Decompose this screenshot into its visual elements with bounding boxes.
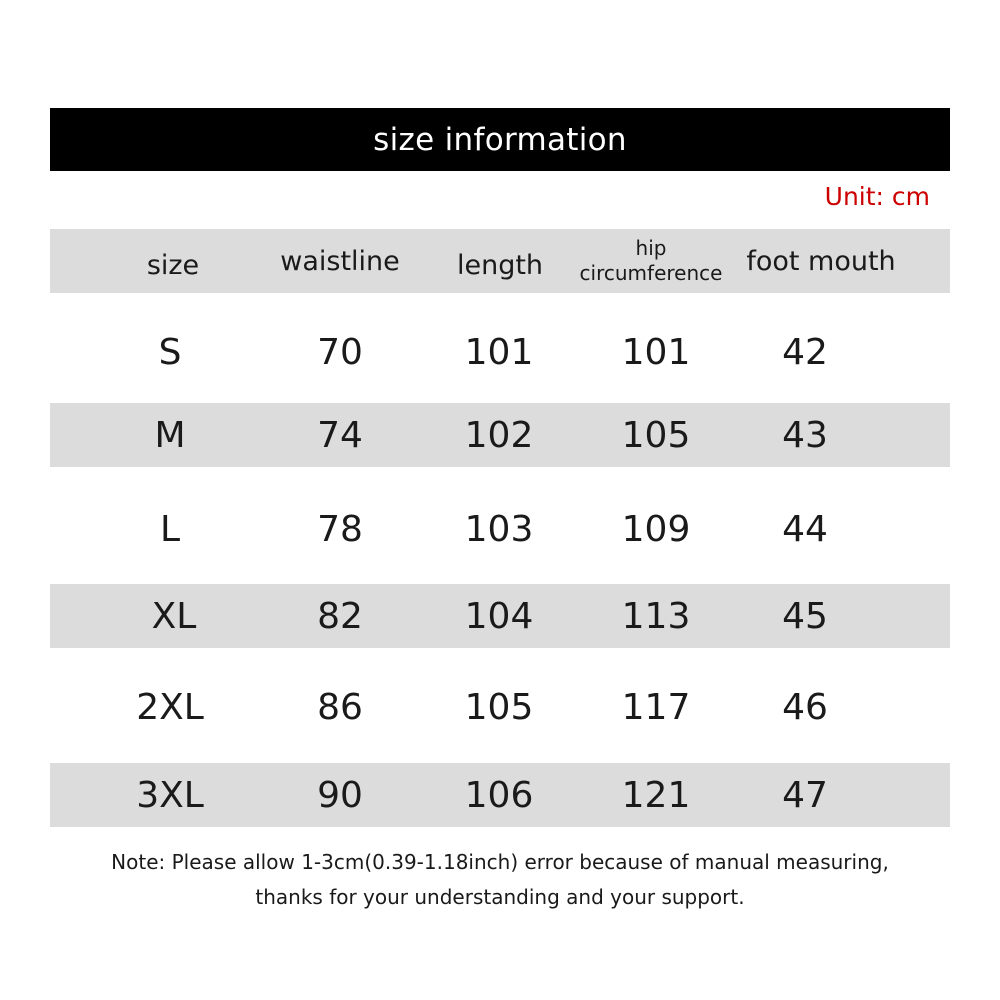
cell-hip: 101 [621, 331, 691, 373]
cell-size: M [154, 414, 186, 456]
header-waistline: waistline [280, 245, 400, 277]
cell-foot-mouth: 42 [782, 331, 828, 373]
cell-waistline: 78 [317, 508, 363, 550]
table-row [50, 320, 950, 384]
title-bar [50, 108, 950, 171]
cell-length: 103 [464, 508, 534, 550]
cell-size: 3XL [136, 774, 204, 816]
cell-length: 106 [464, 774, 534, 816]
note-line-1: Note: Please allow 1-3cm(0.39-1.18inch) error because of manual measuring, [111, 850, 889, 874]
cell-foot-mouth: 45 [782, 595, 828, 637]
table-row [50, 675, 950, 739]
header-hip-line1: hip [635, 236, 667, 260]
cell-waistline: 70 [317, 331, 363, 373]
note-line-2: thanks for your understanding and your support. [255, 885, 745, 909]
header-foot-mouth: foot mouth [746, 245, 896, 277]
cell-size: L [159, 508, 181, 550]
header-size: size [146, 249, 200, 281]
cell-foot-mouth: 46 [782, 686, 828, 728]
cell-size: XL [151, 595, 197, 637]
cell-waistline: 86 [317, 686, 363, 728]
header-hip-circumference [580, 229, 723, 293]
cell-waistline: 90 [317, 774, 363, 816]
header-hip-line2: circumference [579, 261, 723, 285]
cell-length: 105 [464, 686, 534, 728]
table-row [50, 497, 950, 561]
table-row [50, 584, 950, 648]
cell-hip: 105 [621, 414, 691, 456]
table-row [50, 763, 950, 827]
cell-length: 104 [464, 595, 534, 637]
table-header-row [50, 229, 950, 293]
header-length: length [456, 249, 544, 281]
cell-hip: 121 [621, 774, 691, 816]
cell-foot-mouth: 44 [782, 508, 828, 550]
cell-length: 102 [464, 414, 534, 456]
cell-size: 2XL [136, 686, 204, 728]
cell-waistline: 74 [317, 414, 363, 456]
cell-hip: 113 [621, 595, 691, 637]
cell-size: S [158, 331, 182, 373]
cell-length: 101 [464, 331, 534, 373]
cell-hip: 117 [621, 686, 691, 728]
unit-label: Unit: cm [824, 182, 930, 211]
cell-foot-mouth: 43 [782, 414, 828, 456]
cell-hip: 109 [621, 508, 691, 550]
cell-foot-mouth: 47 [782, 774, 828, 816]
cell-waistline: 82 [317, 595, 363, 637]
page-title: size information [373, 121, 627, 158]
table-row [50, 403, 950, 467]
